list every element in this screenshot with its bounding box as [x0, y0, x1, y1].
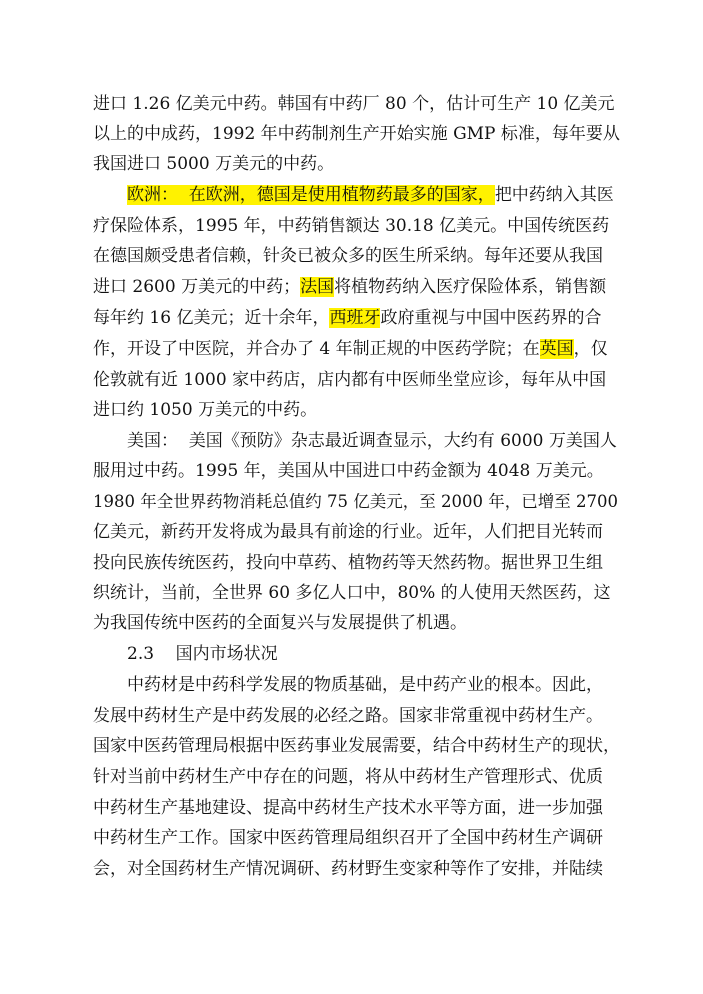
text-span: 把中药纳入其医: [494, 185, 614, 205]
text-line: 进口 1.26 亿美元中药。韩国有中药厂 80 个，估计可生产 10 亿美元: [93, 94, 615, 114]
text-line: 我国进口 5000 万美元的中药。: [93, 154, 335, 174]
text-line: 国家中医药管理局根据中医药事业发展需要，结合中药材生产的现状，: [93, 736, 620, 756]
text-line: 在德国颇受患者信赖，针灸已被众多的医生所采纳。每年还要从我国: [93, 246, 603, 266]
text-line: 进口约 1050 万美元的中药。: [93, 400, 318, 420]
text-span: 进口 2600 万美元的中药；: [93, 277, 301, 297]
text-line: 投向民族传统医药，投向中草药、植物药等天然药物。据世界卫生组: [93, 553, 603, 573]
highlighted-text: 欧洲： 在欧洲，德国是使用植物药最多的国家，: [127, 185, 495, 205]
text-span: 每年约 16 亿美元；近十余年，: [93, 308, 330, 328]
text-span: 作，开设了中医院，并合办了 4 年制正规的中医药学院；在: [93, 339, 540, 359]
text-line: 疗保险体系，1995 年，中药销售额达 30.18 亿美元。中国传统医药: [93, 216, 610, 236]
text-span: 将植物药纳入医疗保险体系，销售额: [334, 277, 607, 297]
text-line: 发展中药材生产是中药发展的必经之路。国家非常重视中药材生产。: [93, 706, 603, 726]
highlighted-text: 西班牙: [329, 308, 381, 328]
text-line: [93, 305, 601, 331]
text-line: [93, 274, 606, 300]
text-line: 服用过中药。1995 年，美国从中国进口中药金额为 4048 万美元。: [93, 461, 604, 481]
text-line: 亿美元，新药开发将成为最具有前途的行业。近年，人们把目光转而: [93, 522, 603, 542]
text-line: 伦敦就有近 1000 家中药店，店内都有中医师坐堂应诊，每年从中国: [93, 370, 607, 390]
text-line: 为我国传统中医药的全面复兴与发展提供了机遇。: [93, 613, 467, 633]
text-line: [93, 336, 608, 362]
highlighted-text: 英国: [539, 339, 574, 359]
text-span: 政府重视与中国中医药界的合: [380, 308, 602, 328]
highlighted-text: 法国: [300, 277, 335, 297]
text-line: 以上的中成药，1992 年中药制剂生产开始实施 GMP 标准，每年要从: [93, 124, 620, 144]
text-line: 中药材是中药科学发展的物质基础，是中药产业的根本。因此，: [127, 675, 603, 695]
text-line: 中药材生产工作。国家中医药管理局组织召开了全国中药材生产调研: [93, 828, 603, 848]
text-line: 会，对全国药材生产情况调研、药材野生变家种等作了安排，并陆续: [93, 859, 603, 879]
section-heading: 2.3 国内市场状况: [127, 644, 278, 664]
text-line: 1980 年全世界药物消耗总值约 75 亿美元，至 2000 年，已增至 2700: [93, 492, 618, 511]
text-line: [127, 182, 614, 208]
text-line: 针对当前中药材生产中存在的问题，将从中药材生产管理形式、优质: [93, 767, 603, 787]
text-line: 织统计，当前，全世界 60 多亿人口中，80% 的人使用天然医药，这: [93, 583, 611, 603]
text-span: ，仅: [573, 339, 608, 359]
text-line: 中药材生产基地建设、提高中药材生产技术水平等方面，进一步加强: [93, 798, 603, 818]
text-line: 美国： 美国《预防》杂志最近调查显示，大约有 6000 万美国人: [127, 431, 617, 451]
